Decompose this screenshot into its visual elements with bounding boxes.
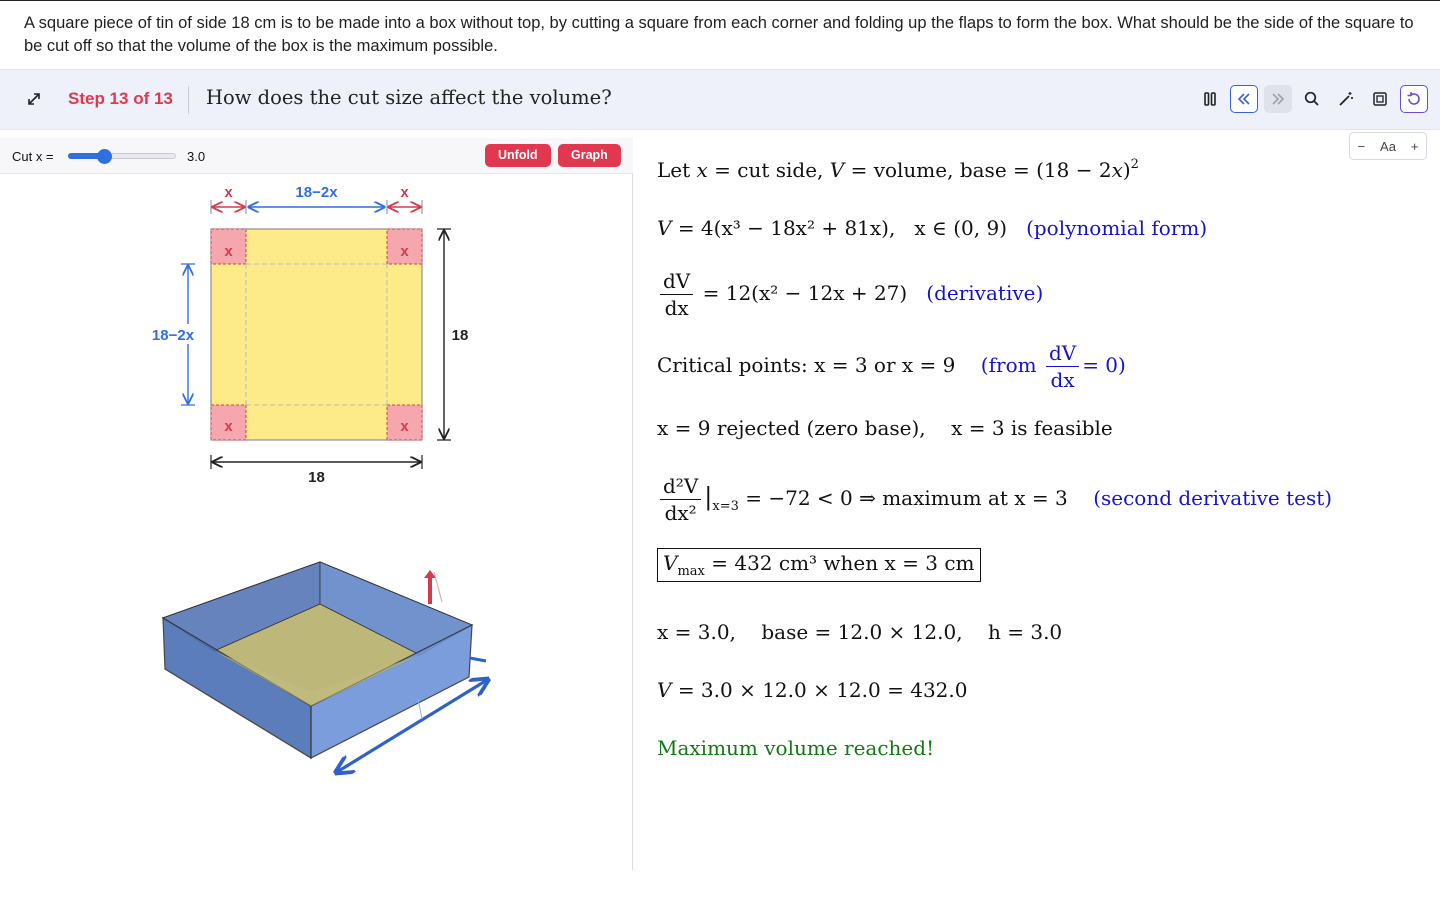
problem-statement: A square piece of tin of side 18 cm is to be made into a box without top, by cutting a square from each corner and folding up the flaps to form the box. What should be the side of the square to be cut off so that the volume of the box is the maximum possible.	[0, 0, 1440, 70]
sheet-width-label: 18	[308, 469, 325, 486]
search-button[interactable]	[1298, 85, 1326, 113]
search-icon	[1304, 91, 1320, 107]
base-height-label: 18−2x	[151, 327, 195, 344]
math-line-polynomial: V = 4(x³ − 18x² + 81x), x ∈ (0, 9) (polynomial form)	[657, 216, 1208, 240]
sheet-height-label: 18	[451, 327, 469, 344]
corner-label: x	[224, 243, 233, 260]
frame-button[interactable]	[1366, 85, 1394, 113]
depth-arrow	[470, 658, 486, 661]
x-label-top-left: x	[224, 184, 233, 201]
math-line-volume-check: V = 3.0 × 12.0 × 12.0 = 432.0	[657, 678, 968, 702]
corner-label: x	[400, 243, 409, 260]
math-line-result: Maximum volume reached!	[657, 736, 935, 760]
font-decrease-button[interactable]: −	[1357, 138, 1366, 154]
cut-slider[interactable]	[68, 149, 176, 163]
cut-value: 3.0	[187, 149, 206, 164]
magic-wand-icon	[1338, 91, 1354, 107]
math-line-max-volume-boxed: $V_{max} = 432$ cm³ when x = 3 cm	[657, 548, 981, 582]
controls-bar	[0, 138, 633, 174]
font-increase-button[interactable]: +	[1410, 138, 1419, 154]
height-arrow-shadow	[434, 572, 442, 602]
pause-icon	[1203, 92, 1217, 106]
expand-icon	[26, 91, 42, 107]
x-label-top-right: x	[400, 184, 409, 201]
step-counter: Step 13 of 13	[68, 89, 173, 108]
next-step-button[interactable]	[1264, 85, 1292, 113]
diagram-panel	[0, 138, 633, 870]
math-line-critical-points: Critical points: x = 3 or x = 9 (from $\frac{dV}{dx}$ = 0)	[657, 341, 1126, 392]
math-line-definitions: Let x = cut side, V = volume, base = $(18 - 2x)^2$	[657, 157, 1139, 182]
font-size-label: Aa	[1380, 138, 1396, 154]
magic-wand-button[interactable]	[1332, 85, 1360, 113]
font-size-control	[1349, 132, 1427, 160]
unfold-button[interactable]: Unfold	[485, 144, 551, 167]
corner-label: x	[400, 418, 409, 435]
net-and-box-diagram	[0, 174, 633, 870]
toolbar	[1196, 85, 1428, 113]
step-title: How does the cut size affect the volume?	[206, 86, 612, 109]
box-3d	[163, 562, 472, 758]
divider	[188, 86, 189, 114]
diagram-area	[0, 174, 633, 870]
graph-button[interactable]: Graph	[558, 144, 621, 167]
base-width-label: 18−2x	[295, 184, 338, 201]
previous-step-button[interactable]	[1230, 85, 1258, 113]
rewind-icon	[1237, 92, 1251, 106]
pause-button[interactable]	[1196, 85, 1224, 113]
frame-icon	[1372, 91, 1388, 107]
math-line-dimensions: x = 3.0, base = 12.0 × 12.0, h = 3.0	[657, 620, 1063, 644]
expand-button[interactable]	[20, 85, 48, 113]
math-line-rejection: x = 9 rejected (zero base), x = 3 is feasible	[657, 416, 1113, 440]
cut-label: Cut x =	[12, 149, 54, 164]
reset-button[interactable]	[1400, 85, 1428, 113]
step-bar	[0, 70, 1440, 130]
fast-forward-icon	[1271, 92, 1285, 106]
reset-icon	[1406, 91, 1422, 107]
math-line-second-derivative: $\frac{\text{d²V}}{\text{dx²}}$ $|_{x=3} = -72 < 0$ ⇒ maximum at x = 3 (second derivative test)	[657, 473, 1332, 526]
corner-label: x	[224, 418, 233, 435]
math-line-derivative: $\frac{dV}{dx}$ = 12(x² − 12x + 27) (derivative)	[657, 268, 1043, 321]
slider-thumb[interactable]	[97, 149, 112, 164]
